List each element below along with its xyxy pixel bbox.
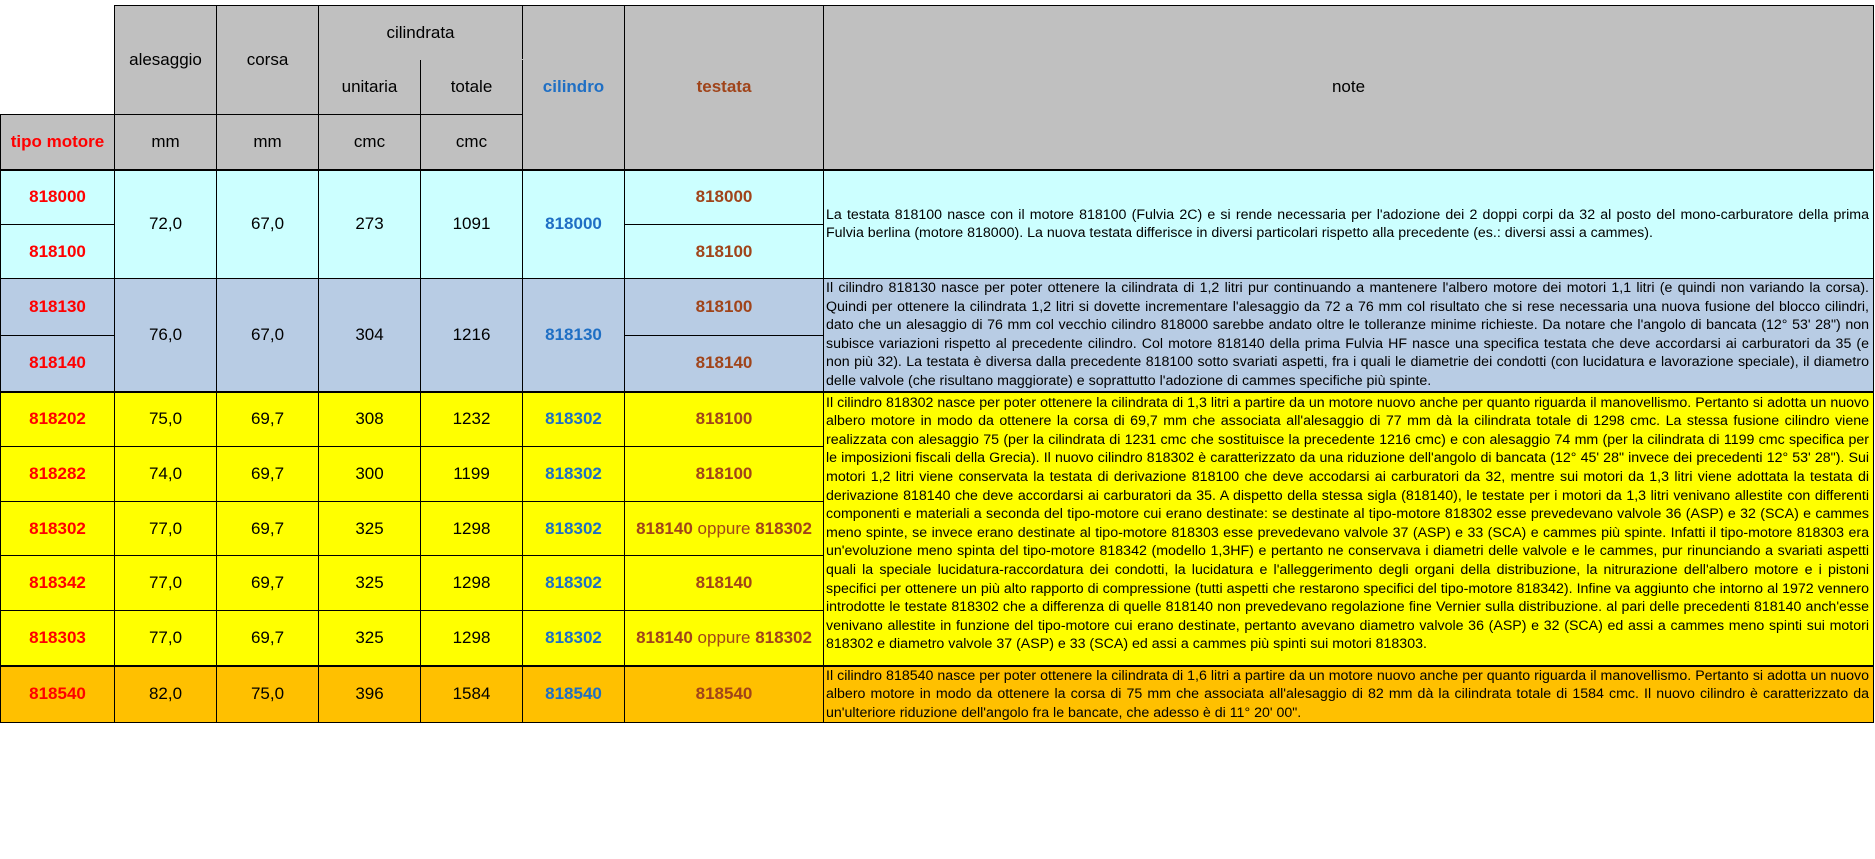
tipo-motore-cell: 818342 (1, 556, 115, 611)
header-corsa: corsa (217, 6, 319, 115)
testata-option-a: 818140 (636, 518, 693, 538)
header-blank-corner (1, 6, 115, 115)
unitaria-cell: 308 (319, 392, 421, 447)
tipo-motore-cell: 818302 (1, 502, 115, 556)
testata-cell: 818100 (625, 279, 824, 336)
totale-cell: 1199 (421, 447, 523, 502)
corsa-cell: 67,0 (217, 279, 319, 392)
header-cilindrata: cilindrata (319, 6, 523, 60)
tipo-motore-cell: 818000 (1, 170, 115, 225)
engine-table (0, 5, 1874, 723)
testata-cell: 818100 (625, 447, 824, 502)
header-unitaria: unitaria (319, 60, 421, 115)
unitaria-cell: 396 (319, 666, 421, 723)
header-totale: totale (421, 60, 523, 115)
totale-cell: 1298 (421, 611, 523, 666)
alesaggio-cell: 72,0 (115, 170, 217, 279)
testata-cell: 818100 (625, 225, 824, 279)
alesaggio-cell: 75,0 (115, 392, 217, 447)
testata-cell: 818140 (625, 556, 824, 611)
tipo-motore-cell: 818202 (1, 392, 115, 447)
tipo-motore-cell: 818540 (1, 666, 115, 723)
alesaggio-cell: 77,0 (115, 556, 217, 611)
corsa-cell: 69,7 (217, 392, 319, 447)
alesaggio-cell: 76,0 (115, 279, 217, 392)
header-alesaggio: alesaggio (115, 6, 217, 115)
header-tipo-motore: tipo motore (1, 115, 115, 170)
tipo-motore-cell: 818282 (1, 447, 115, 502)
header-cilindro: cilindro (523, 6, 625, 170)
note-cell: Il cilindro 818302 nasce per poter ottenere la cilindrata di 1,3 litri a partire da un motore nuovo anche per quanto riguarda il manovellismo. Pertanto si adotta un nuovo albero motore in modo da ottenere la corsa di 69,7 mm che associata all'alesaggio di 77 mm dà la cilindrata totale di 1298 cmc. La stessa fusione cilindro viene realizzata con alesaggio 75 (per la cilindrata di 1231 cmc che sostituisce la precedente 1216 cmc) e con alesaggio 74 mm (per la cilindrata di 1199 cmc specifica per le imposizioni fiscali della Grecia). Il nuovo cilindro 818302 è caratterizzato da una riduzione dell'angolo di bancata (12° 45' 28" invece dei precedenti 12° 53' 28"). Sui motori 1,2 litri viene conservata la testata di derivazione 818100 che deve accodarsi ai carburatori da 32, mentre sui motori da 1,3 litri viene adottata la testata di derivazione 818140 che deve accordarsi ai carburatori da 35. A dispetto della stessa sigla (818140), le testate per i motori da 1,3 litri venivano allestite con differenti componenti e materiali a seconda del tipo-motore cui erano destinate: se destinate al tipo-motore 818302 esse prevedevano valvole 36 (ASP) e 32 (SCA) e cammes meno spinte, se invece erano destinate al tipo-motore 818303 esse prevedevano valvole 37 (ASP) e 33 (SCA) e cammes più spinte. Infatti il tipo-motore 818303 era un'evoluzione meno spinta del tipo-motore 818342 (modello 1,3HF) e pertanto ne conservava i diametri delle valvole e le cammes, pur rinunciando a svariati aspetti quali la speciale lucidatura-raccordatura dei condotti, la lucidatura e l'alleggerimento degli organi della distribuzione, la nitrurazione dell'albero motore e i pistoni specifici per ottenere un più alto rapporto di compressione (tutti aspetti che restarono specifici del tipo-motore 818342). Infine va aggiunto che intorno al 1972 vennero introdotte le testate 818302 che a differenza di quelle 818140 non prevedevano regolazione fine Vernier sulla distribuzione. al pari delle precedenti 818140 anch'esse venivano allestite in funzione del tipo-motore cui erano destinate, pertanto avevano diametro valvole 36 (ASP) e 32 (SCA) ed assi a cammes meno spinti sui motori 818302 e diametro valvole 37 (ASP) e 33 (SCA) ed assi a cammes più spinti sui motori 818303. (824, 392, 1874, 666)
unit-unitaria: cmc (319, 115, 421, 170)
table-row (1, 666, 1874, 723)
tipo-motore-cell: 818303 (1, 611, 115, 666)
testata-option-b: 818302 (755, 627, 812, 647)
testata-option-b: 818302 (755, 518, 812, 538)
header-testata: testata (625, 6, 824, 170)
unit-totale: cmc (421, 115, 523, 170)
table-row (1, 392, 1874, 447)
cilindro-cell: 818540 (523, 666, 625, 723)
note-cell: La testata 818100 nasce con il motore 818100 (Fulvia 2C) e si rende necessaria per l'adozione dei 2 doppi corpi da 32 al posto del mono-carburatore della prima Fulvia berlina (motore 818000). La nuova testata differisce in diversi particolari rispetto alla precedente (es.: diversi assi a cammes). (824, 170, 1874, 279)
table-row (1, 170, 1874, 225)
cilindro-cell: 818302 (523, 556, 625, 611)
cilindro-cell: 818000 (523, 170, 625, 279)
totale-cell: 1298 (421, 556, 523, 611)
tipo-motore-cell: 818140 (1, 336, 115, 392)
unitaria-cell: 273 (319, 170, 421, 279)
corsa-cell: 67,0 (217, 170, 319, 279)
unitaria-cell: 325 (319, 611, 421, 666)
cilindro-cell: 818302 (523, 447, 625, 502)
alesaggio-cell: 82,0 (115, 666, 217, 723)
alesaggio-cell: 77,0 (115, 611, 217, 666)
alesaggio-cell: 74,0 (115, 447, 217, 502)
testata-cell: 818100 (625, 392, 824, 447)
testata-or-word: oppure (697, 518, 751, 538)
totale-cell: 1232 (421, 392, 523, 447)
tipo-motore-cell: 818130 (1, 279, 115, 336)
cilindro-cell: 818302 (523, 502, 625, 556)
header-note: note (824, 6, 1874, 170)
corsa-cell: 75,0 (217, 666, 319, 723)
note-cell: Il cilindro 818130 nasce per poter ottenere la cilindrata di 1,2 litri pur continuando a mantenere l'albero motore dei motori 1,1 litri (e quindi non variando la corsa). Quindi per ottenere la cilindrata 1,2 litri si dovette incrementare l'alesaggio da 72 a 76 mm col risultato che si rese necessaria una nuova fusione del blocco cilindri, dato che un alesaggio di 76 mm col vecchio cilindro 818000 sarebbe andato oltre le tolleranze minime richieste. Da notare che l'angolo di bancata (12° 53' 28") non subisce variazioni rispetto al precedente cilindro. Col motore 818140 della prima Fulvia HF nasce una specifica testata che deve accordarsi ai carburatori da 35 (e non più 32). La testata è diversa dalla precedente 818100 sotto svariati aspetti, fra i quali le diametrie dei condotti (con lucidatura e lavorazione speciale), il diametro delle valvole (che risultano maggiorate) e soprattutto l'adozione di cammes specifiche più spinte. (824, 279, 1874, 392)
corsa-cell: 69,7 (217, 447, 319, 502)
unitaria-cell: 304 (319, 279, 421, 392)
testata-cell (625, 502, 824, 556)
totale-cell: 1298 (421, 502, 523, 556)
unit-alesaggio: mm (115, 115, 217, 170)
testata-cell: 818540 (625, 666, 824, 723)
unit-corsa: mm (217, 115, 319, 170)
corsa-cell: 69,7 (217, 502, 319, 556)
totale-cell: 1216 (421, 279, 523, 392)
table-row (1, 279, 1874, 336)
cilindro-cell: 818302 (523, 392, 625, 447)
unitaria-cell: 325 (319, 502, 421, 556)
testata-cell (625, 611, 824, 666)
totale-cell: 1091 (421, 170, 523, 279)
corsa-cell: 69,7 (217, 611, 319, 666)
testata-option-a: 818140 (636, 627, 693, 647)
corsa-cell: 69,7 (217, 556, 319, 611)
testata-cell: 818140 (625, 336, 824, 392)
totale-cell: 1584 (421, 666, 523, 723)
testata-or-word: oppure (697, 627, 751, 647)
testata-cell: 818000 (625, 170, 824, 225)
note-cell: Il cilindro 818540 nasce per poter ottenere la cilindrata di 1,6 litri a partire da un motore nuovo anche per quanto riguarda il manovellismo. Pertanto si adotta un nuovo albero motore in modo da ottenere la corsa di 75 mm che associata all'alesaggio di 82 mm dà la cilindrata totale di 1584 cmc. Il nuovo cilindro è caratterizzato da un'ulteriore riduzione dell'angolo fra le bancate, che adesso è di 11° 20' 00". (824, 666, 1874, 723)
alesaggio-cell: 77,0 (115, 502, 217, 556)
cilindro-cell: 818302 (523, 611, 625, 666)
unitaria-cell: 325 (319, 556, 421, 611)
tipo-motore-cell: 818100 (1, 225, 115, 279)
unitaria-cell: 300 (319, 447, 421, 502)
cilindro-cell: 818130 (523, 279, 625, 392)
